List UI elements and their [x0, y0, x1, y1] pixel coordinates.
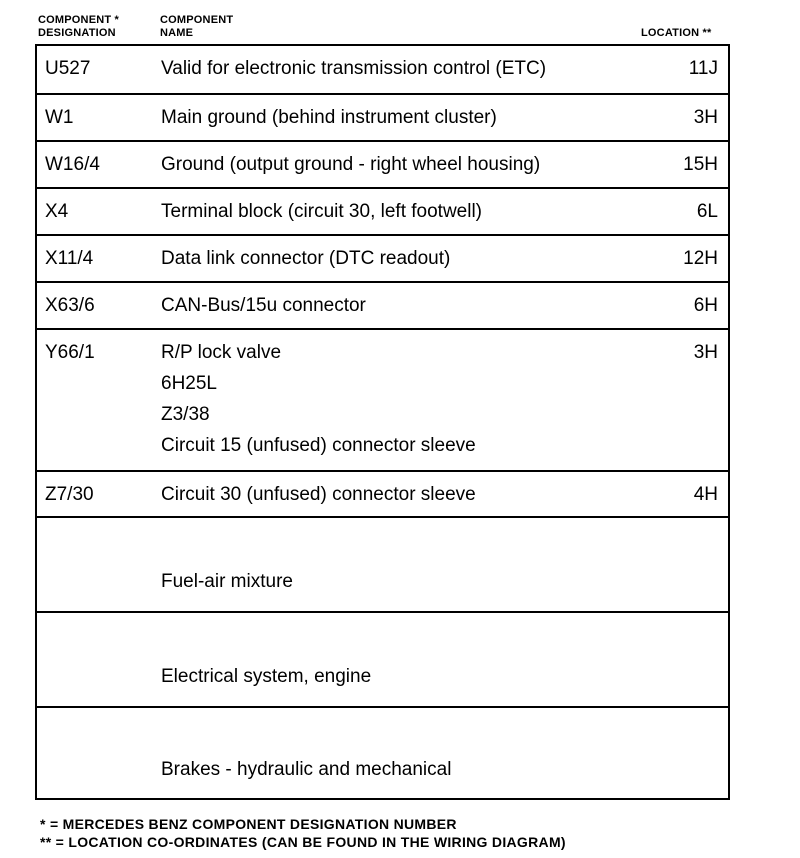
row-name: Valid for electronic transmission control (ETC) — [161, 58, 547, 79]
header-designation — [38, 14, 119, 40]
row-code: Z7/30 — [45, 484, 94, 505]
row-code: X63/6 — [45, 295, 95, 316]
header-name-line1: COMPONENT — [160, 14, 234, 26]
row-name: Data link connector (DTC readout) — [161, 248, 451, 269]
row-location: 15H — [683, 154, 718, 175]
row-code: W16/4 — [45, 154, 100, 175]
header-designation-line2: DESIGNATION — [38, 27, 116, 39]
row-name: Ground (output ground - right wheel housing) — [161, 154, 541, 175]
row-code: U527 — [45, 58, 91, 79]
row-name-line: R/P lock valve — [161, 342, 282, 363]
table-row — [37, 93, 728, 140]
section-title: Fuel-air mixture — [161, 571, 293, 592]
table-row — [37, 328, 728, 470]
header-designation-line1: COMPONENT * — [38, 14, 120, 26]
component-table — [35, 44, 730, 800]
header-name — [160, 14, 233, 40]
section-title: Electrical system, engine — [161, 666, 372, 687]
row-location: 11J — [688, 58, 718, 79]
row-name: Circuit 30 (unfused) connector sleeve — [161, 484, 476, 505]
section-row — [37, 516, 728, 611]
table-row — [37, 470, 728, 516]
row-location: 3H — [693, 107, 718, 128]
table-row — [37, 140, 728, 187]
row-name-line: Z3/38 — [161, 404, 210, 425]
row-name-line: Circuit 15 (unfused) connector sleeve — [161, 435, 476, 456]
row-location: 6H — [693, 295, 718, 316]
section-title: Brakes - hydraulic and mechanical — [161, 759, 452, 780]
row-code: X4 — [45, 201, 69, 222]
row-code: W1 — [45, 107, 74, 128]
row-name: Main ground (behind instrument cluster) — [161, 107, 497, 128]
footnote-designation: * = MERCEDES BENZ COMPONENT DESIGNATION NUMBER — [40, 816, 457, 832]
header-name-line2: NAME — [160, 27, 194, 39]
row-location: 3H — [693, 342, 718, 363]
section-row — [37, 611, 728, 706]
table-row — [37, 281, 728, 328]
table-row — [37, 187, 728, 234]
row-name: Terminal block (circuit 30, left footwell) — [161, 201, 482, 222]
header-location: LOCATION ** — [641, 27, 712, 39]
row-code: X11/4 — [45, 248, 94, 269]
row-name-line: 6H25L — [161, 373, 217, 394]
row-name: CAN-Bus/15u connector — [161, 295, 366, 316]
table-row — [37, 234, 728, 281]
footnotes — [40, 815, 566, 851]
row-name-multiline — [161, 337, 476, 461]
row-location: 6L — [696, 201, 718, 222]
row-location: 4H — [693, 484, 718, 505]
footnote-location: ** = LOCATION CO-ORDINATES (CAN BE FOUND IN THE WIRING DIAGRAM) — [40, 834, 566, 850]
row-code: Y66/1 — [45, 342, 95, 363]
row-location: 12H — [683, 248, 718, 269]
section-row — [37, 706, 728, 798]
table-row — [37, 46, 728, 93]
